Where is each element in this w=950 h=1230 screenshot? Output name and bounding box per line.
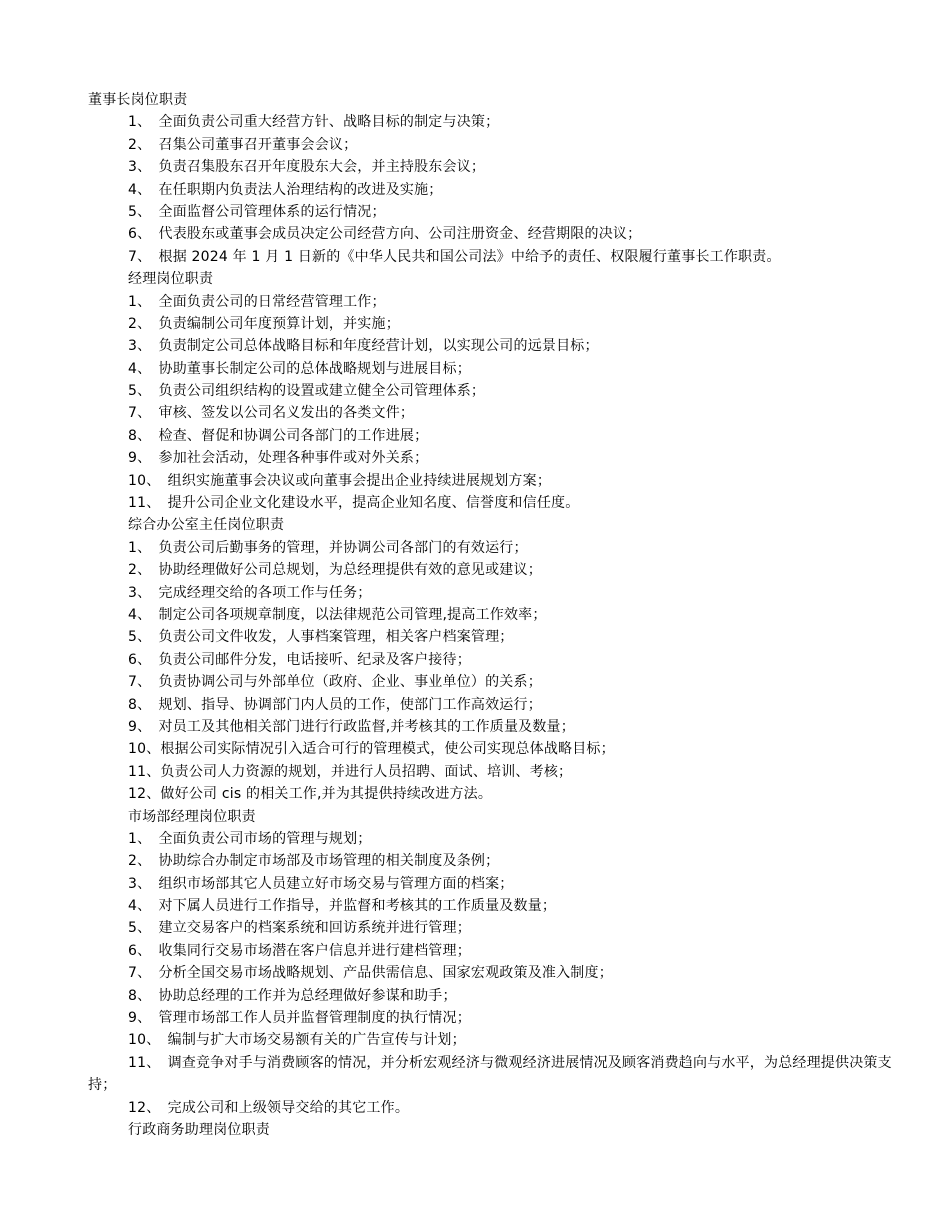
list-item: 7、 分析全国交易市场战略规划、产品供需信息、国家宏观政策及准入制度； (128, 965, 613, 982)
document-body (88, 89, 918, 1141)
section-heading-chairman: 董事长岗位职责 (88, 92, 188, 108)
list-item: 9、 对员工及其他相关部门进行行政监督,并考核其的工作质量及数量； (128, 718, 575, 735)
list-item: 7、 根据 2024 年 1 月 1 日新的《中华人民共和国公司法》中给予的责任、权限履行董事长工作职责。 (128, 248, 781, 265)
list-item: 4、 在任职期内负责法人治理结构的改进及实施； (128, 181, 443, 198)
list-item: 6、 收集同行交易市场潜在客户信息并进行建档管理； (128, 942, 471, 959)
section-heading-manager: 经理岗位职责 (128, 271, 214, 288)
list-item: 9、 参加社会活动，处理各种事件或对外关系； (128, 450, 429, 467)
list-item: 8、 检查、督促和协调公司各部门的工作进展； (128, 427, 429, 444)
list-item: 12、做好公司 cis 的相关工作,并为其提供持续改进方法。 (128, 786, 493, 803)
list-item: 5、 负责公司文件收发，人事档案管理，相关客户档案管理； (128, 629, 514, 646)
list-item: 12、 完成公司和上级领导交给的其它工作。 (128, 1099, 410, 1116)
list-item: 8、 规划、指导、协调部门内人员的工作，使部门工作高效运行； (128, 696, 542, 713)
list-item: 3、 组织市场部其它人员建立好市场交易与管理方面的档案； (128, 875, 514, 892)
list-item: 11、负责公司人力资源的规划，并进行人员招聘、面试、培训、考核； (128, 763, 573, 780)
list-item: 5、 建立交易客户的档案系统和回访系统并进行管理； (128, 920, 471, 937)
list-item: 1、 全面负责公司重大经营方针、战略目标的制定与决策； (128, 114, 500, 131)
list-item: 10、 组织实施董事会决议或向董事会提出企业持续进展规划方案； (128, 472, 552, 489)
section-heading-admin-assistant: 行政商务助理岗位职责 (128, 1122, 270, 1138)
list-item: 3、 负责召集股东召开年度股东大会，并主持股东会议； (128, 159, 486, 176)
list-item: 1、 负责公司后勤事务的管理，并协调公司各部门的有效运行； (128, 539, 528, 556)
section-heading-marketing-manager: 市场部经理岗位职责 (128, 808, 256, 825)
list-item: 7、 审核、签发以公司名义发出的各类文件； (128, 405, 415, 422)
list-item: 3、 负责制定公司总体战略目标和年度经营计划，以实现公司的远景目标； (128, 338, 599, 355)
list-item: 4、 协助董事长制定公司的总体战略规划与进展目标； (128, 360, 471, 377)
list-item: 9、 管理市场部工作人员并监督管理制度的执行情况； (128, 1010, 471, 1027)
list-item: 8、 协助总经理的工作并为总经理做好参谋和助手； (128, 987, 457, 1004)
list-item: 2、 协助经理做好公司总规划，为总经理提供有效的意见或建议； (128, 562, 542, 579)
list-item: 2、 协助综合办制定市场部及市场管理的相关制度及条例； (128, 853, 500, 870)
list-item: 10、根据公司实际情况引入适合可行的管理模式，使公司实现总体战略目标； (128, 741, 615, 758)
list-item: 1、 全面负责公司市场的管理与规划； (128, 830, 372, 847)
list-item: 10、 编制与扩大市场交易额有关的广告宣传与计划； (128, 1032, 466, 1049)
list-item: 5、 负责公司组织结构的设置或建立健全公司管理体系； (128, 383, 486, 400)
list-item: 2、 负责编制公司年度预算计划，并实施； (128, 315, 400, 332)
list-item: 4、 制定公司各项规章制度，以法律规范公司管理,提高工作效率； (128, 606, 547, 623)
list-item: 1、 全面负责公司的日常经营管理工作； (128, 293, 386, 310)
section-heading-office-director: 综合办公室主任岗位职责 (128, 517, 285, 534)
list-item: 6、 负责公司邮件分发，电话接听、纪录及客户接待； (128, 651, 471, 668)
list-item: 4、 对下属人员进行工作指导，并监督和考核其的工作质量及数量； (128, 898, 557, 915)
list-item: 7、 负责协调公司与外部单位（政府、企业、事业单位）的关系； (128, 674, 542, 691)
list-item: 6、 代表股东或董事会成员决定公司经营方向、公司注册资金、经营期限的决议； (128, 226, 642, 243)
list-item: 3、 完成经理交给的各项工作与任务； (128, 584, 372, 601)
list-item: 11、 提升公司企业文化建设水平，提高企业知名度、信誉度和信任度。 (128, 495, 580, 512)
list-item: 5、 全面监督公司管理体系的运行情况； (128, 203, 386, 220)
list-item-wrapped: 11、 调查竞争对手与消费顾客的情况，并分析宏观经济与微观经济进展情况及顾客消费趋向与水平，为总经理提供决策支持； (88, 1054, 892, 1094)
list-item: 2、 召集公司董事召开董事会会议； (128, 136, 358, 153)
